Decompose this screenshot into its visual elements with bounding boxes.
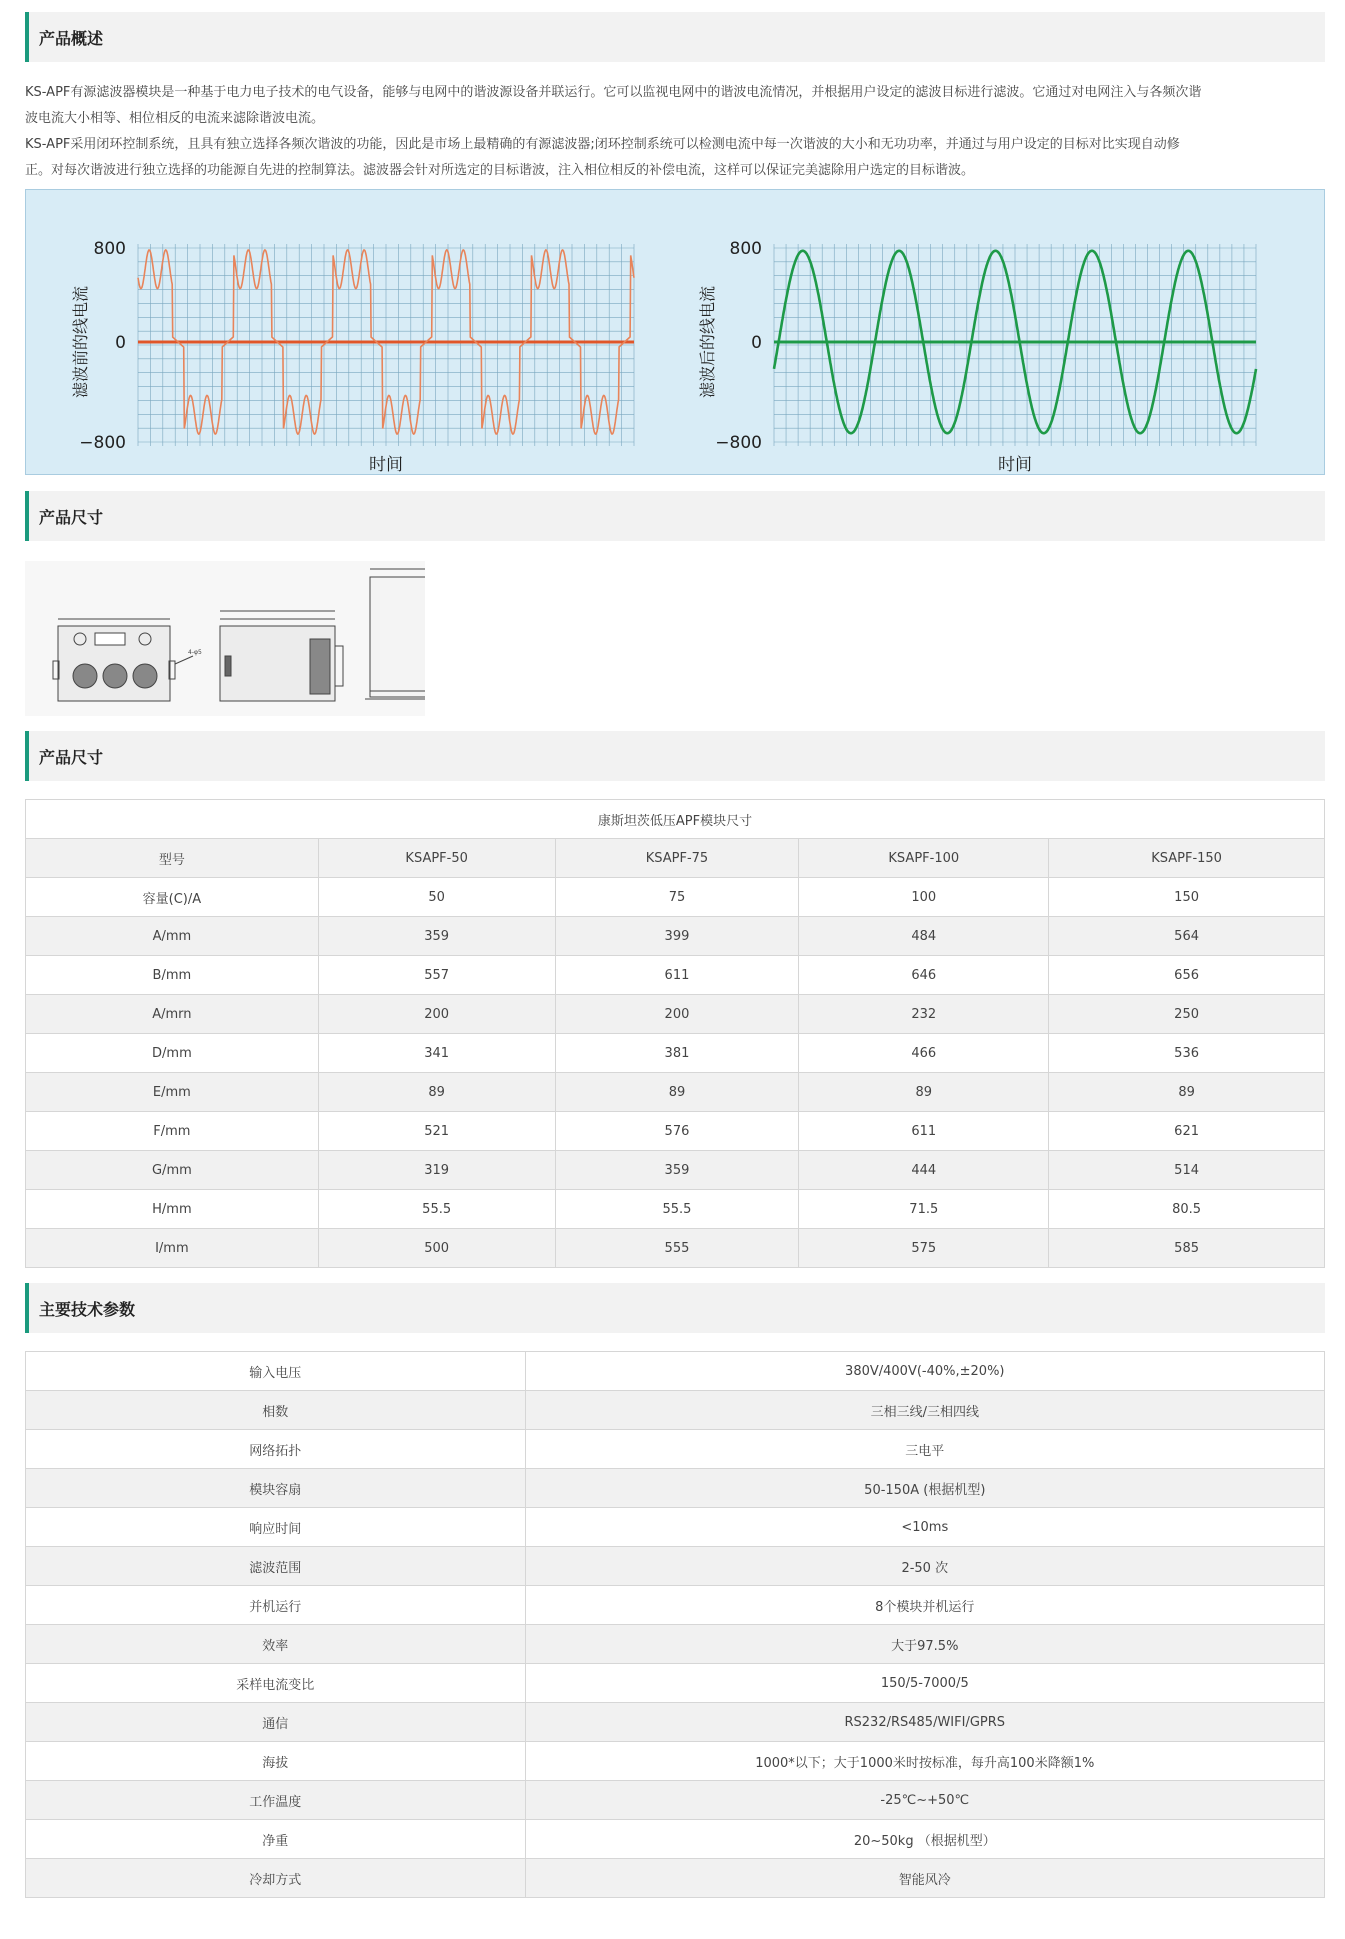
params-row <box>26 1820 1325 1859</box>
param-name: 工作温度 <box>26 1781 526 1820</box>
param-value: 三相三线/三相四线 <box>525 1391 1324 1430</box>
table-cell: F/mm <box>26 1112 319 1151</box>
table-cell: KSAPF-150 <box>1049 839 1325 878</box>
param-name: 输入电压 <box>26 1352 526 1391</box>
y-axis-label: 滤波后的线电流 <box>698 285 717 399</box>
params-row <box>26 1508 1325 1547</box>
y-tick-min: −800 <box>715 433 762 453</box>
param-value: 150/5-7000/5 <box>525 1664 1324 1703</box>
param-name: 冷却方式 <box>26 1859 526 1898</box>
svg-text:4-φ5: 4-φ5 <box>188 649 202 656</box>
table-row <box>26 1034 1325 1073</box>
param-name: 相数 <box>26 1391 526 1430</box>
param-name: 海拔 <box>26 1742 526 1781</box>
param-value: 20~50kg （根据机型） <box>525 1820 1324 1859</box>
param-name: 效率 <box>26 1625 526 1664</box>
params-row <box>26 1469 1325 1508</box>
table-cell: 381 <box>555 1034 799 1073</box>
y-tick-max: 800 <box>729 239 762 259</box>
size-table-header-row <box>26 839 1325 878</box>
table-cell: 250 <box>1049 995 1325 1034</box>
params-table <box>25 1351 1325 1898</box>
table-row <box>26 1112 1325 1151</box>
section-header-params: 主要技术参数 <box>25 1283 1325 1333</box>
param-name: 模块容扇 <box>26 1469 526 1508</box>
table-cell: 576 <box>555 1112 799 1151</box>
waveform-svg <box>26 190 1324 474</box>
table-cell: 89 <box>555 1073 799 1112</box>
param-name: 网络拓扑 <box>26 1430 526 1469</box>
table-cell: 型号 <box>26 839 319 878</box>
param-name: 滤波范围 <box>26 1547 526 1586</box>
param-value: <10ms <box>525 1508 1324 1547</box>
size-table <box>25 799 1325 1268</box>
table-cell: 611 <box>555 956 799 995</box>
section-header-overview: 产品概述 <box>25 12 1325 62</box>
table-cell: 75 <box>555 878 799 917</box>
table-cell: 232 <box>799 995 1049 1034</box>
table-cell: KSAPF-50 <box>318 839 555 878</box>
table-row <box>26 956 1325 995</box>
section-header-size-drawing: 产品尺寸 <box>25 491 1325 541</box>
table-cell: 89 <box>1049 1073 1325 1112</box>
table-cell: 555 <box>555 1229 799 1268</box>
param-value: 50-150A (根据机型) <box>525 1469 1324 1508</box>
x-axis-label: 时间 <box>998 455 1032 474</box>
params-row <box>26 1430 1325 1469</box>
table-cell: 200 <box>318 995 555 1034</box>
param-value: RS232/RS485/WIFI/GPRS <box>525 1703 1324 1742</box>
table-cell: 50 <box>318 878 555 917</box>
table-row <box>26 995 1325 1034</box>
table-cell: H/mm <box>26 1190 319 1229</box>
table-cell: 521 <box>318 1112 555 1151</box>
param-value: 2-50 次 <box>525 1547 1324 1586</box>
params-row <box>26 1781 1325 1820</box>
params-row <box>26 1742 1325 1781</box>
table-cell: 484 <box>799 917 1049 956</box>
table-cell: 399 <box>555 917 799 956</box>
table-cell: 500 <box>318 1229 555 1268</box>
param-value: 1000*以下；大于1000米时按标准，每升高100米降额1% <box>525 1742 1324 1781</box>
size-table-caption: 康斯坦茨低压APF模块尺寸 <box>26 800 1325 839</box>
params-row <box>26 1352 1325 1391</box>
y-tick-max: 800 <box>93 239 126 259</box>
table-cell: KSAPF-75 <box>555 839 799 878</box>
table-cell: 319 <box>318 1151 555 1190</box>
size-table-wrap <box>25 799 1325 1268</box>
param-value: 大于97.5% <box>525 1625 1324 1664</box>
table-cell: I/mm <box>26 1229 319 1268</box>
param-value: 8个模块并机运行 <box>525 1586 1324 1625</box>
y-tick-min: −800 <box>79 433 126 453</box>
table-cell: A/mrn <box>26 995 319 1034</box>
intro-text <box>25 80 1325 184</box>
params-row <box>26 1859 1325 1898</box>
table-cell: 564 <box>1049 917 1325 956</box>
table-row <box>26 1151 1325 1190</box>
param-name: 通信 <box>26 1703 526 1742</box>
table-row <box>26 1073 1325 1112</box>
waveform-comparison-image <box>25 189 1325 475</box>
table-cell: G/mm <box>26 1151 319 1190</box>
table-cell: 89 <box>318 1073 555 1112</box>
x-axis-label: 时间 <box>369 455 403 474</box>
param-value: 380V/400V(-40%,±20%) <box>525 1352 1324 1391</box>
intro-line-3: KS-APF采用闭环控制系统，且具有独立选择各频次谐波的功能，因此是市场上最精确的有源滤波器;闭环控制系统可以检测电流中每一次谐波的大小和无功功率，并通过与用户设定的目标对比实现自动修 <box>25 137 1180 152</box>
params-row <box>26 1586 1325 1625</box>
table-cell: E/mm <box>26 1073 319 1112</box>
param-value: 智能风冷 <box>525 1859 1324 1898</box>
table-cell: B/mm <box>26 956 319 995</box>
table-cell: 646 <box>799 956 1049 995</box>
table-row <box>26 1229 1325 1268</box>
table-cell: 656 <box>1049 956 1325 995</box>
table-cell: 341 <box>318 1034 555 1073</box>
param-name: 并机运行 <box>26 1586 526 1625</box>
params-row <box>26 1664 1325 1703</box>
table-row <box>26 917 1325 956</box>
table-cell: 100 <box>799 878 1049 917</box>
params-row <box>26 1391 1325 1430</box>
table-cell: 80.5 <box>1049 1190 1325 1229</box>
table-cell: 150 <box>1049 878 1325 917</box>
table-cell: 71.5 <box>799 1190 1049 1229</box>
table-cell: 585 <box>1049 1229 1325 1268</box>
table-cell: 359 <box>318 917 555 956</box>
params-row <box>26 1703 1325 1742</box>
table-cell: D/mm <box>26 1034 319 1073</box>
intro-line-4: 正。对每次谐波进行独立选择的功能源自先进的控制算法。滤波器会针对所选定的目标谐波，注入相位相反的补偿电流，这样可以保证完美滤除用户选定的目标谐波。 <box>25 163 975 178</box>
y-tick-zero: 0 <box>751 333 762 353</box>
rear-view-drawing <box>365 569 425 699</box>
table-cell: 514 <box>1049 1151 1325 1190</box>
y-tick-zero: 0 <box>115 333 126 353</box>
table-cell: 容量(C)/A <box>26 878 319 917</box>
param-name: 响应时间 <box>26 1508 526 1547</box>
table-cell: KSAPF-100 <box>799 839 1049 878</box>
dimension-drawing-image <box>25 561 1325 716</box>
table-cell: 536 <box>1049 1034 1325 1073</box>
table-cell: 359 <box>555 1151 799 1190</box>
table-row <box>26 1190 1325 1229</box>
table-cell: 55.5 <box>318 1190 555 1229</box>
table-row <box>26 878 1325 917</box>
section-header-size-table: 产品尺寸 <box>25 731 1325 781</box>
table-cell: 444 <box>799 1151 1049 1190</box>
intro-line-2: 波电流大小相等、相位相反的电流来滤除谐波电流。 <box>25 111 325 126</box>
table-cell: 466 <box>799 1034 1049 1073</box>
table-cell: 611 <box>799 1112 1049 1151</box>
params-row <box>26 1625 1325 1664</box>
dimension-drawing-svg <box>25 561 425 716</box>
params-table-wrap <box>25 1351 1325 1898</box>
table-cell: 575 <box>799 1229 1049 1268</box>
intro-line-1: KS-APF有源滤波器模块是一种基于电力电子技术的电气设备，能够与电网中的谐波源设备并联运行。它可以监视电网中的谐波电流情况，并根据用户设定的滤波目标进行滤波。它通过对电网注入与各频次谐 <box>25 85 1202 100</box>
product-page <box>25 12 1325 1898</box>
param-name: 净重 <box>26 1820 526 1859</box>
table-cell: 89 <box>799 1073 1049 1112</box>
param-value: 三电平 <box>525 1430 1324 1469</box>
table-cell: 557 <box>318 956 555 995</box>
table-cell: 200 <box>555 995 799 1034</box>
param-name: 采样电流变比 <box>26 1664 526 1703</box>
param-value: -25℃~+50℃ <box>525 1781 1324 1820</box>
params-row <box>26 1547 1325 1586</box>
table-cell: 55.5 <box>555 1190 799 1229</box>
table-cell: 621 <box>1049 1112 1325 1151</box>
y-axis-label: 滤波前的线电流 <box>71 285 90 399</box>
table-cell: A/mm <box>26 917 319 956</box>
